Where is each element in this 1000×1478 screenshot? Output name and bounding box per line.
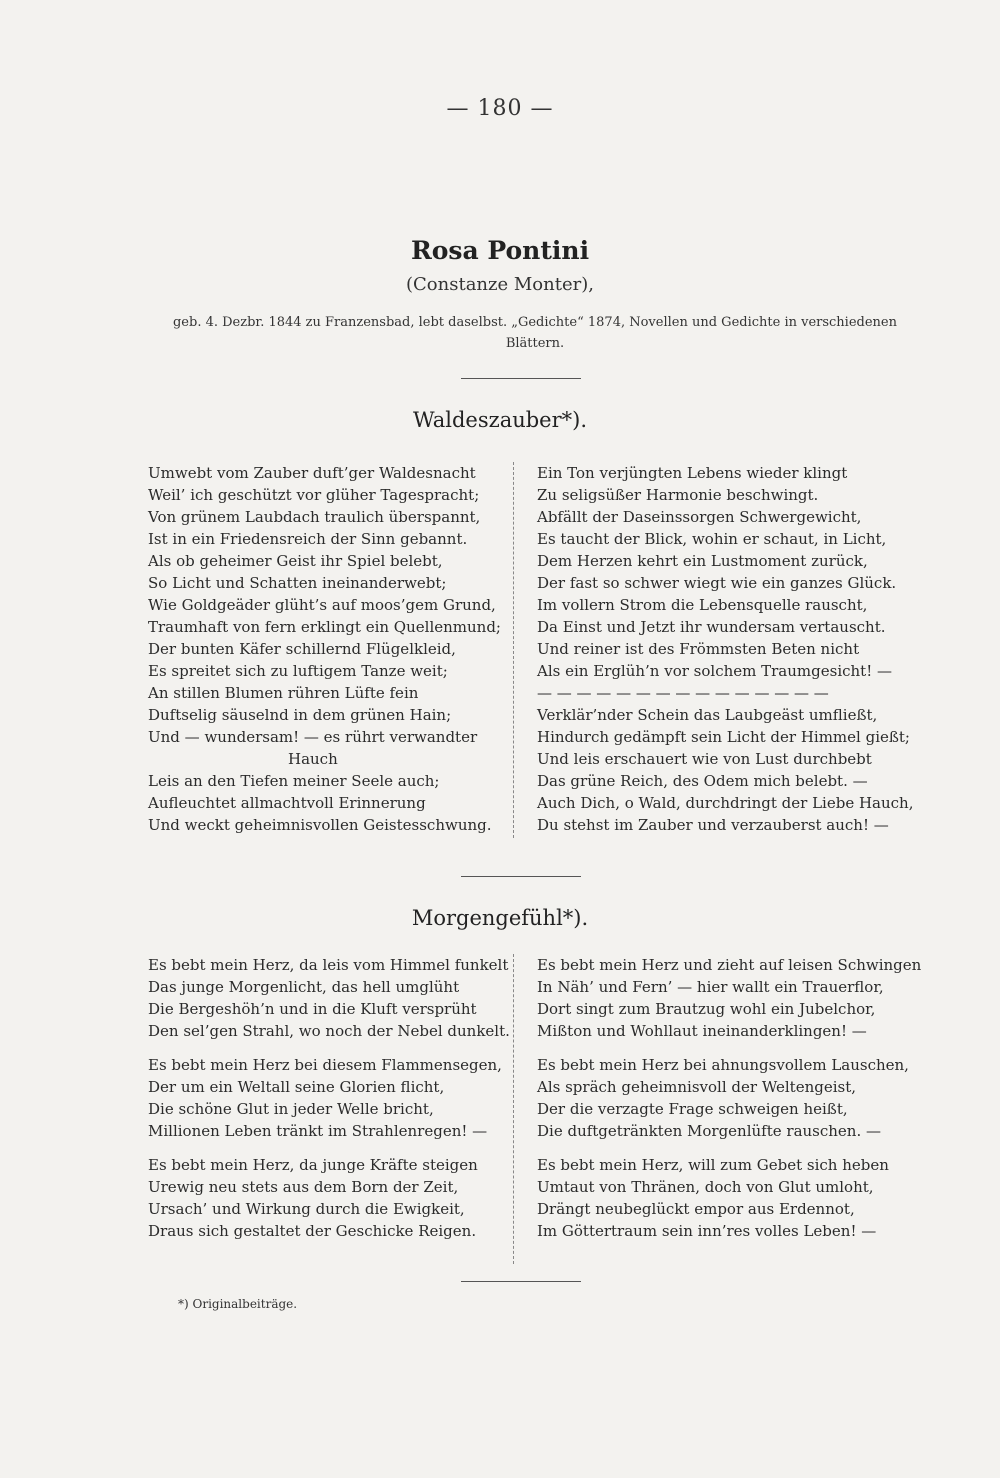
stanza-gap bbox=[148, 1042, 510, 1054]
verse-line: Der die verzagte Frage schweigen heißt, bbox=[537, 1100, 848, 1118]
separator-rule bbox=[461, 378, 581, 379]
verse-line: Und leis erschauert wie von Lust durchbebt bbox=[537, 750, 872, 768]
verse-line: Wie Goldgeäder glüht’s auf moos’gem Grund, bbox=[148, 596, 496, 614]
author-name: Rosa Pontini bbox=[410, 236, 590, 265]
page-number: — 180 — bbox=[446, 96, 554, 121]
verse-line: Traumhaft von fern erklingt ein Quellenmund; bbox=[148, 618, 501, 636]
poem-morgengefuehl-left-column bbox=[148, 954, 510, 1242]
verse-line: Der um ein Weltall seine Glorien flicht, bbox=[148, 1078, 445, 1096]
verse-line: Es spreitet sich zu luftigem Tanze weit; bbox=[148, 662, 448, 680]
verse-line: Die Bergeshöh’n und in die Kluft versprüht bbox=[148, 1000, 477, 1018]
verse-line: Auch Dich, o Wald, durchdringt der Liebe Hauch, bbox=[537, 794, 914, 812]
column-divider bbox=[513, 462, 522, 838]
verse-line: Millionen Leben tränkt im Strahlenregen! — bbox=[148, 1122, 488, 1140]
verse-line: Es taucht der Blick, wohin er schaut, in Licht, bbox=[537, 530, 887, 548]
verse-line: Urewig neu stets aus dem Born der Zeit, bbox=[148, 1178, 459, 1196]
verse-line: Drängt neubeglückt empor aus Erdennot, bbox=[537, 1200, 855, 1218]
verse-line: Von grünem Laubdach traulich überspannt, bbox=[148, 508, 481, 526]
verse-line: Den sel’gen Strahl, wo noch der Nebel dunkelt. bbox=[148, 1022, 510, 1040]
verse-line: Der bunten Käfer schillernd Flügelkleid, bbox=[148, 640, 456, 658]
verse-line: Die duftgetränkten Morgenlüfte rauschen. — bbox=[537, 1122, 882, 1140]
verse-line: Und weckt geheimnisvollen Geistesschwung. bbox=[148, 816, 492, 834]
verse-line: Draus sich gestaltet der Geschicke Reigen. bbox=[148, 1222, 477, 1240]
verse-line: Da Einst und Jetzt ihr wundersam vertauscht. bbox=[537, 618, 886, 636]
verse-line: Umtaut von Thränen, doch von Glut umloht, bbox=[537, 1178, 874, 1196]
verse-line: In Näh’ und Fern’ — hier wallt ein Trauerflor, bbox=[537, 978, 884, 996]
verse-line: Es bebt mein Herz, da leis vom Himmel funkelt bbox=[148, 956, 509, 974]
verse-line: Leis an den Tiefen meiner Seele auch; bbox=[148, 772, 440, 790]
poem-title-morgengefuehl: Morgengefühl*). bbox=[411, 906, 589, 930]
verse-line: Es bebt mein Herz, will zum Gebet sich heben bbox=[537, 1156, 889, 1174]
verse-line: Als spräch geheimnisvoll der Weltengeist, bbox=[537, 1078, 857, 1096]
poem-waldeszauber-right-column bbox=[537, 462, 913, 836]
verse-line: Es bebt mein Herz, da junge Kräfte steigen bbox=[148, 1156, 478, 1174]
author-pseudonym: (Constanze Monter), bbox=[406, 274, 594, 295]
verse-line: Hindurch gedämpft sein Licht der Himmel gießt; bbox=[537, 728, 910, 746]
verse-line: Es bebt mein Herz bei diesem Flammensegen, bbox=[148, 1056, 502, 1074]
poem-morgengefuehl-right-column bbox=[537, 954, 921, 1242]
verse-line: An stillen Blumen rühren Lüfte fein bbox=[148, 684, 419, 702]
separator-rule bbox=[461, 876, 581, 877]
verse-line: Als ein Erglüh’n vor solchem Traumgesicht! — bbox=[537, 662, 892, 680]
column-divider bbox=[513, 954, 522, 1264]
verse-line: Ursach’ und Wirkung durch die Ewigkeit, bbox=[148, 1200, 465, 1218]
stanza-gap bbox=[537, 1042, 921, 1054]
verse-line: Dem Herzen kehrt ein Lustmoment zurück, bbox=[537, 552, 868, 570]
poem-title-waldeszauber: Waldeszauber*). bbox=[412, 408, 588, 432]
verse-line: Im Göttertraum sein inn’res volles Leben! — bbox=[537, 1222, 877, 1240]
stanza-gap bbox=[537, 1142, 921, 1154]
verse-line: Du stehst im Zauber und verzauberst auch! — bbox=[537, 816, 889, 834]
separator-rule bbox=[461, 1281, 581, 1282]
verse-line: Der fast so schwer wiegt wie ein ganzes Glück. bbox=[537, 574, 897, 592]
verse-line: So Licht und Schatten ineinanderwebt; bbox=[148, 574, 447, 592]
verse-line: Im vollern Strom die Lebensquelle rauscht, bbox=[537, 596, 868, 614]
poem-waldeszauber-left-column bbox=[148, 462, 501, 836]
verse-line: Es bebt mein Herz und zieht auf leisen Schwingen bbox=[537, 956, 922, 974]
verse-line: Ist in ein Friedensreich der Sinn gebannt. bbox=[148, 530, 468, 548]
verse-line: Zu seligsüßer Harmonie beschwingt. bbox=[537, 486, 819, 504]
verse-line: Umwebt vom Zauber duft’ger Waldesnacht bbox=[148, 464, 476, 482]
verse-line: Die schöne Glut in jeder Welle bricht, bbox=[148, 1100, 434, 1118]
verse-line: Weil’ ich geschützt vor glüher Tagespracht; bbox=[148, 486, 480, 504]
verse-line: Das junge Morgenlicht, das hell umglüht bbox=[148, 978, 460, 996]
verse-line: Und — wundersam! — es rührt verwandter bbox=[148, 728, 478, 746]
verse-line: Und reiner ist des Frömmsten Beten nicht bbox=[537, 640, 860, 658]
verse-line: Verklär’nder Schein das Laubgeäst umfließt, bbox=[537, 706, 878, 724]
verse-line-continuation: Hauch bbox=[288, 750, 338, 768]
verse-line: Abfällt der Daseinssorgen Schwergewicht, bbox=[537, 508, 862, 526]
verse-line: Duftselig säuselnd in dem grünen Hain; bbox=[148, 706, 452, 724]
stanza-gap bbox=[148, 1142, 510, 1154]
verse-line: Es bebt mein Herz bei ahnungsvollem Lauschen, bbox=[537, 1056, 909, 1074]
author-bio: geb. 4. Dezbr. 1844 zu Franzensbad, lebt daselbst. „Gedichte“ 1874, Novellen und Gedichte in verschiedenen Blättern. bbox=[172, 315, 897, 351]
verse-line: Ein Ton verjüngten Lebens wieder klingt bbox=[537, 464, 848, 482]
verse-line: Das grüne Reich, des Odem mich belebt. — bbox=[537, 772, 868, 790]
verse-line: Dort singt zum Brautzug wohl ein Jubelchor, bbox=[537, 1000, 876, 1018]
verse-line: Mißton und Wohllaut ineinanderklingen! — bbox=[537, 1022, 867, 1040]
verse-line: Als ob geheimer Geist ihr Spiel belebt, bbox=[148, 552, 443, 570]
dash-separator-line: — — — — — — — — — — — — — — — bbox=[537, 684, 829, 702]
footnote: *) Originalbeiträge. bbox=[178, 1297, 298, 1311]
verse-line: Aufleuchtet allmachtvoll Erinnerung bbox=[148, 794, 426, 812]
